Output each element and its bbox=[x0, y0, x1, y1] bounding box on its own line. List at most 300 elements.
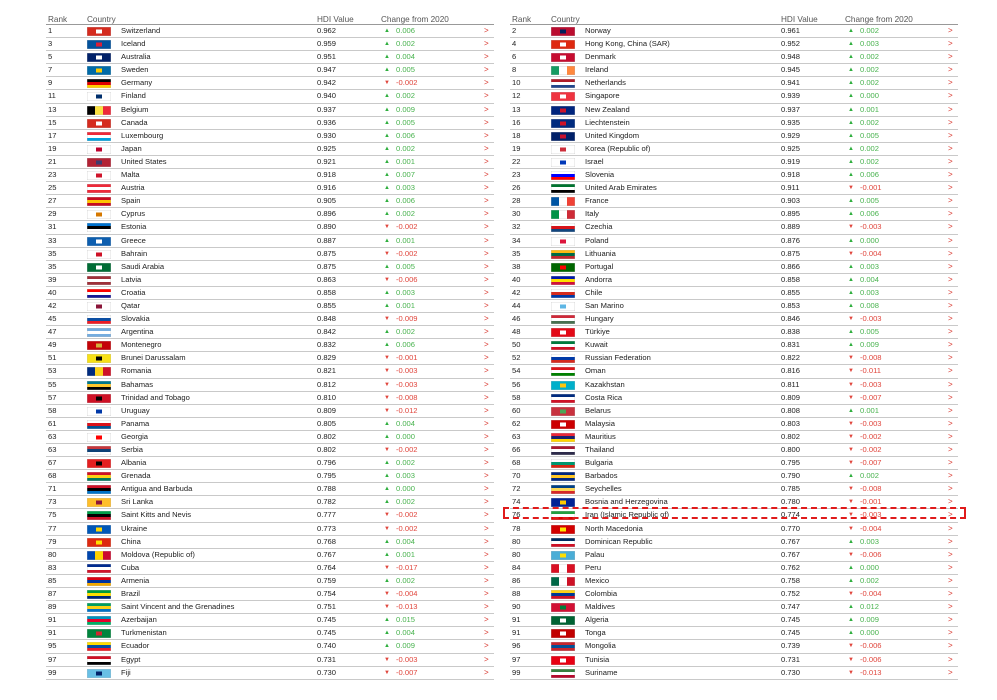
rank-value: 49 bbox=[48, 340, 57, 350]
rank-value: 4 bbox=[512, 39, 517, 49]
chevron-right-icon[interactable]: > bbox=[484, 497, 489, 507]
country-name: Iran (Islamic Republic of) bbox=[585, 510, 669, 520]
down-arrow-icon: ▼ bbox=[384, 355, 390, 362]
table-row[interactable] bbox=[510, 326, 958, 339]
down-arrow-icon: ▼ bbox=[848, 643, 854, 650]
chevron-right-icon[interactable]: > bbox=[484, 78, 489, 88]
country-name: Germany bbox=[121, 78, 153, 88]
change-value: -0.004 bbox=[860, 248, 882, 258]
down-arrow-icon: ▼ bbox=[384, 564, 390, 571]
table-row[interactable] bbox=[46, 25, 494, 38]
table-row[interactable] bbox=[46, 614, 494, 627]
chevron-right-icon[interactable]: > bbox=[948, 340, 953, 350]
table-row[interactable] bbox=[510, 90, 958, 103]
table-row[interactable] bbox=[510, 667, 958, 680]
chevron-right-icon[interactable]: > bbox=[484, 156, 489, 166]
country-name: Turkmenistan bbox=[121, 628, 167, 638]
chevron-right-icon[interactable]: > bbox=[484, 26, 489, 35]
chevron-right-icon[interactable]: > bbox=[948, 615, 953, 625]
chevron-right-icon[interactable]: > bbox=[948, 130, 953, 140]
table-row[interactable] bbox=[510, 339, 958, 352]
chevron-right-icon[interactable]: > bbox=[948, 497, 953, 507]
table-row[interactable] bbox=[46, 104, 494, 117]
chevron-right-icon[interactable]: > bbox=[484, 143, 489, 153]
up-arrow-icon: ▲ bbox=[384, 198, 390, 205]
chevron-right-icon[interactable]: > bbox=[484, 117, 489, 127]
table-row[interactable] bbox=[510, 51, 958, 64]
table-row[interactable] bbox=[510, 392, 958, 405]
table-row[interactable] bbox=[46, 287, 494, 300]
change-value: 0.003 bbox=[396, 183, 416, 193]
change-value: 0.012 bbox=[860, 602, 880, 612]
chevron-right-icon[interactable]: > bbox=[948, 418, 953, 428]
hdi-value: 0.762 bbox=[781, 562, 801, 572]
chevron-right-icon[interactable]: > bbox=[948, 510, 953, 520]
chevron-right-icon[interactable]: > bbox=[484, 602, 489, 612]
table-row[interactable] bbox=[46, 77, 494, 90]
table-row[interactable] bbox=[510, 654, 958, 667]
al-flag-icon bbox=[87, 459, 111, 468]
hdi-value: 0.788 bbox=[317, 484, 337, 494]
table-row[interactable] bbox=[46, 588, 494, 601]
chevron-right-icon[interactable]: > bbox=[484, 445, 489, 454]
table-row[interactable] bbox=[46, 457, 494, 470]
up-arrow-icon: ▲ bbox=[384, 28, 390, 34]
rank-value: 79 bbox=[48, 536, 57, 546]
table-row[interactable] bbox=[46, 51, 494, 64]
hdi-value: 0.842 bbox=[317, 327, 337, 337]
table-row[interactable] bbox=[46, 575, 494, 588]
up-arrow-icon: ▲ bbox=[384, 420, 390, 427]
chevron-right-icon[interactable]: > bbox=[948, 379, 953, 389]
de-flag-icon bbox=[87, 79, 111, 88]
table-row[interactable] bbox=[46, 326, 494, 339]
es-flag-icon bbox=[87, 197, 111, 206]
hdi-value: 0.745 bbox=[317, 615, 337, 625]
chevron-right-icon[interactable]: > bbox=[484, 667, 489, 677]
table-row[interactable] bbox=[46, 627, 494, 640]
change-value: 0.005 bbox=[396, 117, 416, 127]
hdi-value: 0.785 bbox=[781, 484, 801, 494]
rank-value: 7 bbox=[48, 65, 53, 75]
table-row[interactable] bbox=[510, 261, 958, 274]
chevron-right-icon[interactable]: > bbox=[484, 641, 489, 651]
table-row[interactable] bbox=[46, 562, 494, 575]
up-arrow-icon: ▲ bbox=[384, 499, 390, 506]
rank-value: 91 bbox=[48, 628, 57, 638]
change-value: -0.002 bbox=[396, 523, 418, 533]
cy-flag-icon bbox=[87, 210, 111, 219]
hdi-value: 0.768 bbox=[317, 536, 337, 546]
table-row[interactable] bbox=[46, 248, 494, 261]
chevron-right-icon[interactable]: > bbox=[484, 549, 489, 559]
chevron-right-icon[interactable]: > bbox=[484, 130, 489, 140]
down-arrow-icon: ▼ bbox=[384, 656, 390, 663]
table-row[interactable] bbox=[46, 640, 494, 653]
table-row[interactable] bbox=[46, 64, 494, 77]
chevron-right-icon[interactable]: > bbox=[948, 78, 953, 88]
rank-value: 15 bbox=[48, 117, 57, 127]
table-row[interactable] bbox=[510, 431, 958, 444]
chevron-right-icon[interactable]: > bbox=[484, 654, 489, 664]
chevron-right-icon[interactable]: > bbox=[948, 91, 953, 101]
rank-value: 96 bbox=[512, 641, 521, 651]
up-arrow-icon: ▲ bbox=[384, 41, 390, 48]
table-row[interactable] bbox=[510, 130, 958, 143]
table-row[interactable] bbox=[46, 470, 494, 483]
chevron-right-icon[interactable]: > bbox=[484, 327, 489, 337]
table-row[interactable] bbox=[510, 640, 958, 653]
table-row[interactable] bbox=[510, 182, 958, 195]
table-row[interactable] bbox=[510, 143, 958, 156]
table-row[interactable] bbox=[46, 182, 494, 195]
rank-value: 30 bbox=[512, 209, 521, 219]
chevron-right-icon[interactable]: > bbox=[948, 458, 953, 468]
country-name: United Arab Emirates bbox=[585, 183, 657, 193]
table-row[interactable] bbox=[510, 627, 958, 640]
chevron-right-icon[interactable]: > bbox=[484, 392, 489, 402]
chevron-right-icon[interactable]: > bbox=[484, 562, 489, 572]
chevron-right-icon[interactable]: > bbox=[948, 654, 953, 664]
chevron-right-icon[interactable]: > bbox=[948, 143, 953, 153]
chevron-right-icon[interactable]: > bbox=[484, 589, 489, 599]
rank-value: 33 bbox=[48, 235, 57, 245]
chevron-right-icon[interactable]: > bbox=[948, 392, 953, 402]
table-row[interactable] bbox=[46, 38, 494, 51]
chevron-right-icon[interactable]: > bbox=[484, 183, 489, 193]
it-flag-icon bbox=[551, 210, 575, 219]
chevron-right-icon[interactable]: > bbox=[948, 183, 953, 193]
chevron-right-icon[interactable]: > bbox=[948, 366, 953, 376]
table-row[interactable] bbox=[46, 156, 494, 169]
chevron-right-icon[interactable]: > bbox=[484, 353, 489, 363]
table-row[interactable] bbox=[46, 509, 494, 522]
table-row[interactable] bbox=[510, 274, 958, 287]
chevron-right-icon[interactable]: > bbox=[948, 641, 953, 651]
chevron-right-icon[interactable]: > bbox=[484, 91, 489, 101]
chevron-right-icon[interactable]: > bbox=[484, 431, 489, 441]
chevron-right-icon[interactable]: > bbox=[484, 196, 489, 206]
hdi-value: 0.952 bbox=[781, 39, 801, 49]
table-row[interactable] bbox=[46, 523, 494, 536]
change-value: -0.002 bbox=[396, 78, 418, 88]
change-value: -0.002 bbox=[396, 510, 418, 520]
table-row[interactable] bbox=[510, 352, 958, 365]
chevron-right-icon[interactable]: > bbox=[948, 26, 953, 35]
table-row[interactable] bbox=[46, 235, 494, 248]
chevron-right-icon[interactable]: > bbox=[948, 667, 953, 677]
hdi-value: 0.731 bbox=[317, 654, 337, 664]
country-name: Andorra bbox=[585, 274, 613, 284]
table-row[interactable] bbox=[510, 405, 958, 418]
table-row[interactable] bbox=[46, 365, 494, 378]
chevron-right-icon[interactable]: > bbox=[948, 602, 953, 612]
table-row[interactable] bbox=[510, 483, 958, 496]
do-flag-icon bbox=[551, 538, 575, 547]
hdi-value: 0.925 bbox=[781, 143, 801, 153]
table-row[interactable] bbox=[46, 418, 494, 431]
table-row[interactable] bbox=[510, 77, 958, 90]
table-row[interactable] bbox=[46, 313, 494, 326]
change-value: 0.009 bbox=[396, 104, 416, 114]
table-row[interactable] bbox=[510, 313, 958, 326]
chevron-right-icon[interactable]: > bbox=[484, 366, 489, 376]
change-value: 0.004 bbox=[396, 628, 416, 638]
chevron-right-icon[interactable]: > bbox=[948, 523, 953, 533]
rank-value: 21 bbox=[48, 156, 57, 166]
table-row[interactable] bbox=[46, 536, 494, 549]
hdi-value: 0.940 bbox=[317, 91, 337, 101]
table-row[interactable] bbox=[46, 496, 494, 509]
chevron-right-icon[interactable]: > bbox=[948, 353, 953, 363]
change-value: -0.017 bbox=[396, 562, 418, 572]
chevron-right-icon[interactable]: > bbox=[484, 575, 489, 585]
chevron-right-icon[interactable]: > bbox=[484, 405, 489, 415]
table-row[interactable] bbox=[46, 300, 494, 313]
chevron-right-icon[interactable]: > bbox=[948, 628, 953, 638]
hdi-value: 0.875 bbox=[781, 248, 801, 258]
chevron-right-icon[interactable]: > bbox=[948, 562, 953, 572]
chevron-right-icon[interactable]: > bbox=[484, 484, 489, 494]
chevron-right-icon[interactable]: > bbox=[948, 287, 953, 297]
table-row[interactable] bbox=[46, 352, 494, 365]
change-value: 0.002 bbox=[860, 143, 880, 153]
rank-value: 10 bbox=[512, 78, 521, 88]
chevron-right-icon[interactable]: > bbox=[948, 300, 953, 310]
table-row[interactable] bbox=[510, 235, 958, 248]
up-arrow-icon: ▲ bbox=[384, 617, 390, 624]
down-arrow-icon: ▼ bbox=[384, 80, 390, 87]
down-arrow-icon: ▼ bbox=[384, 512, 390, 519]
table-row[interactable] bbox=[46, 274, 494, 287]
table-row[interactable] bbox=[510, 117, 958, 130]
pt-flag-icon bbox=[551, 263, 575, 272]
table-row[interactable] bbox=[46, 379, 494, 392]
change-value: 0.002 bbox=[396, 458, 416, 468]
chevron-right-icon[interactable]: > bbox=[948, 589, 953, 599]
table-row[interactable] bbox=[510, 300, 958, 313]
rank-value: 99 bbox=[512, 667, 521, 677]
chevron-right-icon[interactable]: > bbox=[484, 300, 489, 310]
chevron-right-icon[interactable]: > bbox=[948, 536, 953, 546]
table-row[interactable] bbox=[46, 444, 494, 457]
table-row[interactable] bbox=[46, 667, 494, 680]
table-row[interactable] bbox=[510, 588, 958, 601]
table-row[interactable] bbox=[46, 195, 494, 208]
ca-flag-icon bbox=[87, 119, 111, 128]
table-row[interactable] bbox=[510, 104, 958, 117]
hdi-value: 0.752 bbox=[781, 589, 801, 599]
country-name: Palau bbox=[585, 549, 605, 559]
chevron-right-icon[interactable]: > bbox=[948, 170, 953, 180]
country-name: Moldova (Republic of) bbox=[121, 549, 195, 559]
chevron-right-icon[interactable]: > bbox=[484, 314, 489, 324]
chevron-right-icon[interactable]: > bbox=[484, 510, 489, 520]
table-row[interactable] bbox=[46, 221, 494, 234]
mu-flag-icon bbox=[551, 433, 575, 442]
hdi-value: 0.937 bbox=[317, 104, 337, 114]
chevron-right-icon[interactable]: > bbox=[948, 117, 953, 127]
table-row[interactable] bbox=[46, 405, 494, 418]
chevron-right-icon[interactable]: > bbox=[948, 274, 953, 284]
chevron-right-icon[interactable]: > bbox=[948, 39, 953, 49]
rank-value: 51 bbox=[48, 353, 57, 363]
chevron-right-icon[interactable]: > bbox=[484, 458, 489, 468]
chevron-right-icon[interactable]: > bbox=[948, 65, 953, 75]
table-row[interactable] bbox=[510, 195, 958, 208]
table-row[interactable] bbox=[46, 431, 494, 444]
chevron-right-icon[interactable]: > bbox=[948, 327, 953, 337]
mx-flag-icon bbox=[551, 577, 575, 586]
change-value: -0.013 bbox=[396, 602, 418, 612]
chevron-right-icon[interactable]: > bbox=[948, 156, 953, 166]
chevron-right-icon[interactable]: > bbox=[484, 274, 489, 284]
chevron-right-icon[interactable]: > bbox=[948, 104, 953, 114]
chevron-right-icon[interactable]: > bbox=[948, 235, 953, 245]
chevron-right-icon[interactable]: > bbox=[484, 65, 489, 75]
chevron-right-icon[interactable]: > bbox=[484, 418, 489, 428]
table-row[interactable] bbox=[46, 601, 494, 614]
table-row[interactable] bbox=[46, 117, 494, 130]
down-arrow-icon: ▼ bbox=[848, 224, 854, 231]
chevron-right-icon[interactable]: > bbox=[484, 536, 489, 546]
chevron-right-icon[interactable]: > bbox=[484, 209, 489, 219]
table-row[interactable] bbox=[510, 523, 958, 536]
down-arrow-icon: ▼ bbox=[848, 420, 854, 427]
chevron-right-icon[interactable]: > bbox=[948, 549, 953, 559]
table-row[interactable] bbox=[510, 208, 958, 221]
chevron-right-icon[interactable]: > bbox=[484, 170, 489, 180]
table-row[interactable] bbox=[510, 38, 958, 51]
hdi-value: 0.822 bbox=[781, 353, 801, 363]
up-arrow-icon: ▲ bbox=[384, 577, 390, 584]
table-row[interactable] bbox=[510, 470, 958, 483]
table-row[interactable] bbox=[46, 392, 494, 405]
chevron-right-icon[interactable]: > bbox=[484, 39, 489, 49]
rank-value: 42 bbox=[512, 287, 521, 297]
change-value: 0.009 bbox=[396, 641, 416, 651]
change-value: -0.001 bbox=[396, 353, 418, 363]
table-row[interactable] bbox=[46, 208, 494, 221]
change-value: -0.004 bbox=[860, 523, 882, 533]
country-name: France bbox=[585, 196, 609, 206]
table-row[interactable] bbox=[510, 365, 958, 378]
table-row[interactable] bbox=[510, 549, 958, 562]
ch-flag-icon bbox=[87, 27, 111, 36]
chevron-right-icon[interactable]: > bbox=[484, 104, 489, 114]
chevron-right-icon[interactable]: > bbox=[948, 471, 953, 481]
table-row[interactable] bbox=[510, 444, 958, 457]
me-flag-icon bbox=[87, 341, 111, 350]
hdi-value: 0.919 bbox=[781, 156, 801, 166]
by-flag-icon bbox=[551, 407, 575, 416]
table-row[interactable] bbox=[510, 287, 958, 300]
chevron-right-icon[interactable]: > bbox=[484, 261, 489, 271]
cu-flag-icon bbox=[87, 564, 111, 573]
country-name: Oman bbox=[585, 366, 606, 376]
down-arrow-icon: ▼ bbox=[384, 407, 390, 414]
chevron-right-icon[interactable]: > bbox=[948, 222, 953, 232]
chevron-right-icon[interactable]: > bbox=[948, 196, 953, 206]
rank-value: 3 bbox=[48, 39, 53, 49]
rank-value: 54 bbox=[512, 366, 521, 376]
chevron-right-icon[interactable]: > bbox=[484, 52, 489, 62]
table-row[interactable] bbox=[46, 169, 494, 182]
chevron-right-icon[interactable]: > bbox=[484, 248, 489, 258]
change-value: 0.006 bbox=[396, 196, 416, 206]
chevron-right-icon[interactable]: > bbox=[948, 431, 953, 441]
chevron-right-icon[interactable]: > bbox=[948, 575, 953, 585]
chevron-right-icon[interactable]: > bbox=[948, 261, 953, 271]
up-arrow-icon: ▲ bbox=[384, 538, 390, 545]
table-row[interactable] bbox=[510, 614, 958, 627]
table-row[interactable] bbox=[510, 418, 958, 431]
chevron-right-icon[interactable]: > bbox=[948, 248, 953, 258]
table-row[interactable] bbox=[510, 156, 958, 169]
table-row[interactable] bbox=[510, 562, 958, 575]
change-value: 0.002 bbox=[860, 575, 880, 585]
up-arrow-icon: ▲ bbox=[384, 289, 390, 296]
table-row[interactable] bbox=[510, 25, 958, 38]
chevron-right-icon[interactable]: > bbox=[948, 52, 953, 62]
rank-value: 77 bbox=[48, 523, 57, 533]
chevron-right-icon[interactable]: > bbox=[948, 405, 953, 415]
down-arrow-icon: ▼ bbox=[848, 460, 854, 467]
hk-flag-icon bbox=[551, 40, 575, 49]
chevron-right-icon[interactable]: > bbox=[948, 209, 953, 219]
table-row[interactable] bbox=[510, 248, 958, 261]
table-row[interactable] bbox=[46, 90, 494, 103]
table-row[interactable] bbox=[46, 483, 494, 496]
chevron-right-icon[interactable]: > bbox=[948, 314, 953, 324]
chevron-right-icon[interactable]: > bbox=[484, 340, 489, 350]
hdi-value: 0.916 bbox=[317, 183, 337, 193]
table-row[interactable] bbox=[46, 654, 494, 667]
table-row[interactable] bbox=[46, 130, 494, 143]
chevron-right-icon[interactable]: > bbox=[484, 235, 489, 245]
table-row[interactable] bbox=[510, 601, 958, 614]
chevron-right-icon[interactable]: > bbox=[948, 445, 953, 454]
hdi-value: 0.918 bbox=[781, 170, 801, 180]
chevron-right-icon[interactable]: > bbox=[484, 628, 489, 638]
chevron-right-icon[interactable]: > bbox=[484, 615, 489, 625]
table-row[interactable] bbox=[46, 339, 494, 352]
up-arrow-icon: ▲ bbox=[848, 564, 854, 571]
se-flag-icon bbox=[87, 66, 111, 75]
table-row[interactable] bbox=[510, 64, 958, 77]
chevron-right-icon[interactable]: > bbox=[948, 484, 953, 494]
table-row[interactable] bbox=[510, 536, 958, 549]
rank-value: 57 bbox=[48, 392, 57, 402]
table-row[interactable] bbox=[510, 575, 958, 588]
table-row[interactable] bbox=[46, 143, 494, 156]
hdi-value: 0.802 bbox=[317, 445, 337, 454]
chevron-right-icon[interactable]: > bbox=[484, 379, 489, 389]
chevron-right-icon[interactable]: > bbox=[484, 523, 489, 533]
hdi-value: 0.767 bbox=[317, 549, 337, 559]
chevron-right-icon[interactable]: > bbox=[484, 222, 489, 232]
table-row[interactable] bbox=[510, 221, 958, 234]
table-row[interactable] bbox=[46, 549, 494, 562]
chevron-right-icon[interactable]: > bbox=[484, 471, 489, 481]
table-row[interactable] bbox=[510, 457, 958, 470]
change-value: -0.003 bbox=[396, 654, 418, 664]
table-row[interactable] bbox=[510, 379, 958, 392]
nz-flag-icon bbox=[551, 106, 575, 115]
chevron-right-icon[interactable]: > bbox=[484, 287, 489, 297]
table-row[interactable] bbox=[510, 169, 958, 182]
table-row[interactable] bbox=[46, 261, 494, 274]
